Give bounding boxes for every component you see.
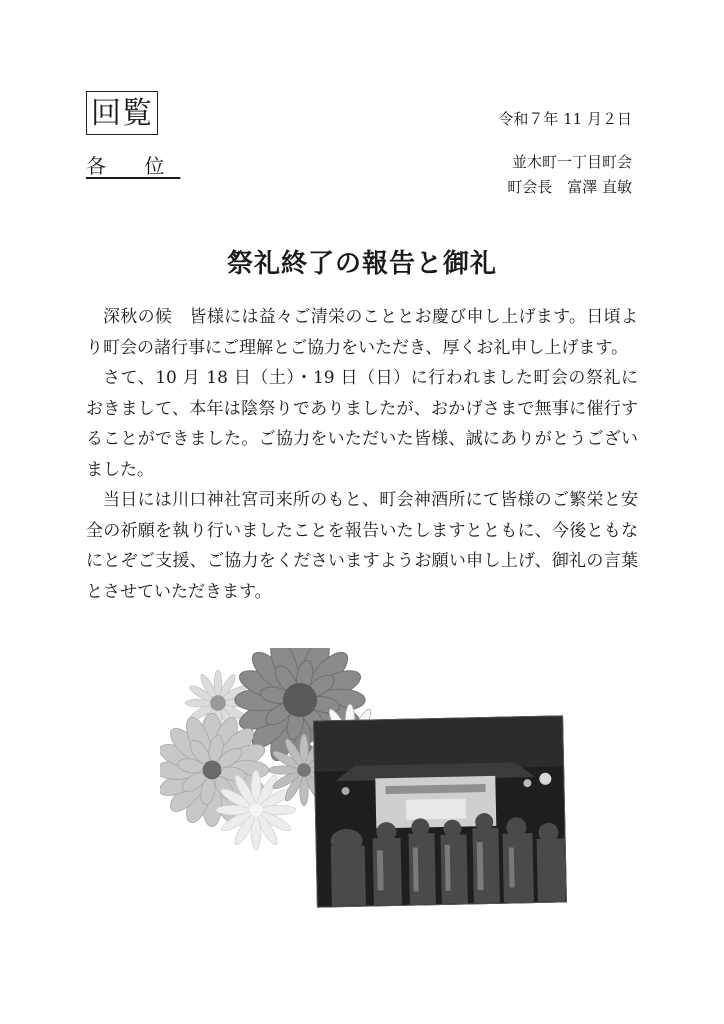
notice-title: 祭礼終了の報告と御礼 [226, 249, 497, 279]
sender-organization: 並木町一丁目町会 [511, 153, 632, 171]
kairan-box: 回覧 [86, 91, 158, 135]
festival-photo-image [314, 716, 566, 906]
festival-photo [313, 715, 567, 907]
paragraph-festival: さて、10 月 18 日（土）・19 日（日）に行われました町会の祭礼におきまして、本年は陰祭りでありましたが、おかげさまで無事に催行することができました。ご協力をいただいた皆様、誠にありがとうございました。 [86, 368, 638, 480]
sender-name: 町会長 富澤 直敏 [507, 178, 632, 196]
notice-body [86, 302, 638, 607]
notice-date: 令和７年 11 月２日 [498, 110, 632, 128]
addressee: 各 位 [86, 154, 181, 178]
sender-block [507, 150, 632, 200]
paragraph-thanks: 当日には川口神社宮司来所のもと、町会神酒所にて皆様のご繁栄と安全の祈願を執り行いましたことを報告いたしますとともに、今後ともなにとぞご支援、ご協力をくださいますようお願い申し上げ、御礼の言葉とさせていただきます。 [86, 490, 638, 602]
paragraph-greeting: 深秋の候 皆様には益々ご清栄のこととお慶び申し上げます。日頃より町会の諸行事にご理解とご協力をいただき、厚くお礼申し上げます。 [86, 307, 638, 358]
